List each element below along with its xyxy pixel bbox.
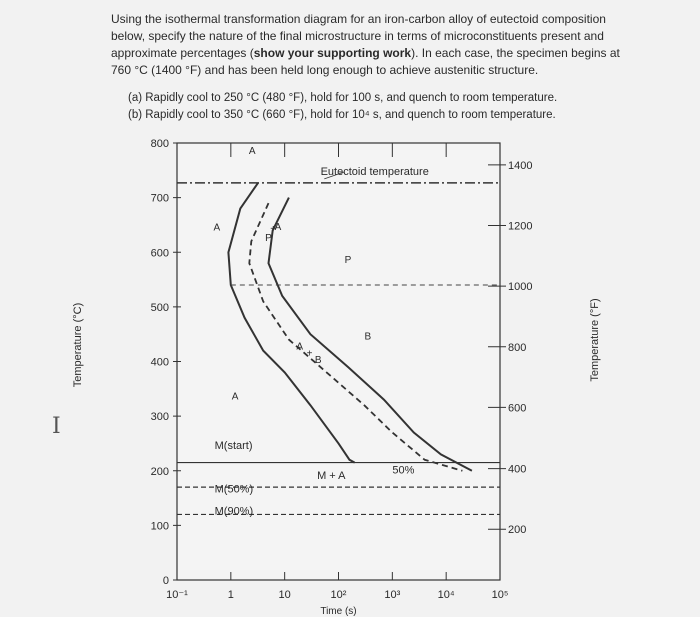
y-tick-label-right: 800 — [508, 341, 527, 354]
y-tick-label-left: 200 — [150, 465, 169, 478]
annotation-b: B — [314, 355, 322, 367]
y-tick-label-right: 1400 — [508, 159, 533, 172]
x-axis-label: Time (s) — [320, 606, 357, 617]
x-tick-label: 10⁵ — [491, 589, 509, 601]
x-tick-label: 10 — [278, 589, 291, 601]
annotation-m-90: M(90%) — [214, 505, 254, 518]
x-tick-label: 10² — [330, 589, 347, 601]
part-a: (a) Rapidly cool to 250 °C (480 °F), hold for 100 s, and quench to room temperature. — [128, 92, 558, 104]
annotation-: + — [306, 348, 313, 360]
y-axis-label-right: Temperature (°F) — [589, 298, 601, 382]
annotation-p: P — [344, 255, 352, 267]
y-tick-label-left: 500 — [150, 301, 169, 314]
text-cursor-icon: I — [52, 414, 61, 439]
y-axis-label-left: Temperature (°C) — [72, 302, 84, 388]
y-tick-label-right: 400 — [508, 463, 527, 476]
part-b: (b) Rapidly cool to 350 °C (660 °F), hold for 10⁴ s, and quench to room temperature. — [128, 109, 556, 121]
annotation-a: A — [248, 145, 256, 157]
question-intro: Using the isothermal transformation diagram for an iron-carbon alloy of eutectoid composition below, specify the nature of the final microstructure in terms of microconstituents present and approximate percentages ( — [111, 12, 606, 60]
annotation-m-start: M(start) — [214, 439, 253, 452]
y-tick-label-right: 1200 — [508, 220, 533, 233]
y-tick-label-left: 0 — [162, 575, 169, 587]
y-tick-label-left: 700 — [150, 192, 169, 205]
annotation-50: 50% — [392, 464, 415, 477]
y-tick-label-right: 200 — [508, 524, 527, 537]
x-tick-label: 10⁴ — [437, 589, 455, 601]
question-bold: show your supporting work — [253, 46, 412, 60]
annotation-p: P — [265, 232, 272, 244]
y-tick-label-right: 600 — [508, 402, 527, 415]
annotation-: + — [270, 224, 277, 236]
annotation-b: B — [364, 331, 372, 343]
x-tick-label: 10⁻¹ — [166, 589, 188, 601]
annotation-a: A — [296, 341, 304, 353]
annotation-m-50: M(50%) — [214, 483, 254, 496]
annotation-a: A — [231, 391, 239, 403]
eutectoid-label: Eutectoid temperature — [320, 165, 429, 178]
x-tick-label: 1 — [227, 589, 234, 601]
y-tick-label-left: 300 — [150, 411, 169, 424]
annotation-a: A — [213, 222, 221, 234]
annotation-a: A — [274, 221, 282, 233]
y-tick-label-left: 600 — [150, 247, 169, 260]
x-tick-label: 10³ — [384, 589, 401, 601]
annotation-m-a: M + A — [317, 469, 346, 482]
y-tick-label-left: 800 — [150, 138, 169, 150]
y-tick-label-right: 1000 — [508, 281, 533, 294]
y-tick-label-left: 400 — [150, 356, 169, 369]
question-rest: ). In each case, the specimen begins at 760 °C (1400 °F) and has been held long enough to achieve austenitic structure. — [111, 46, 620, 77]
y-tick-label-left: 100 — [150, 520, 169, 533]
